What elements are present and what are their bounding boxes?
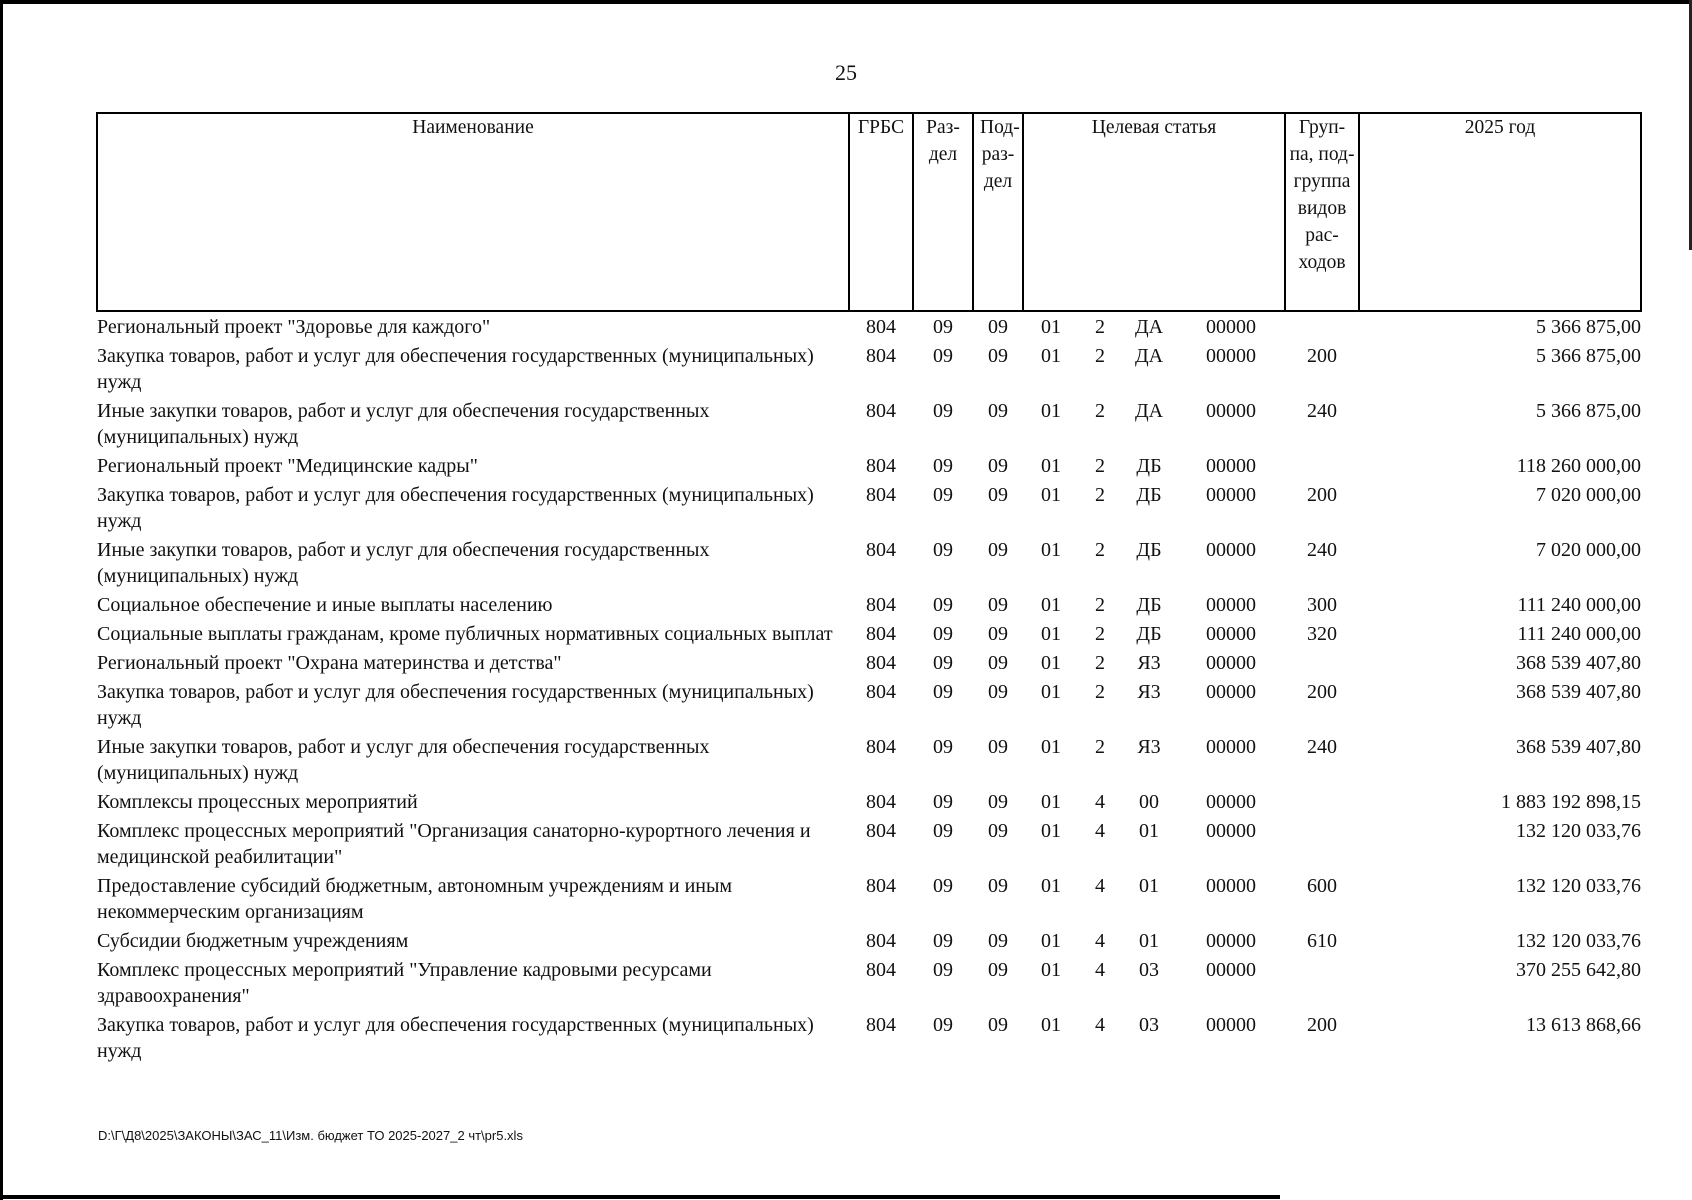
budget-table xyxy=(96,112,1642,1067)
cell-amount-2025: 13 613 868,66 xyxy=(1526,1014,1642,1036)
table-row xyxy=(97,679,1641,734)
header-razdel: Раз-дел xyxy=(913,113,973,311)
cell-amount-2025: 368 539 407,80 xyxy=(1516,681,1642,703)
cell-target-direction: 00000 xyxy=(1206,455,1257,477)
cell-expense-group: 600 xyxy=(1307,875,1338,897)
cell-target-program: 01 xyxy=(1041,484,1061,506)
cell-name: Социальные выплаты гражданам, кроме публичных нормативных социальных выплат xyxy=(97,623,833,645)
cell-target-direction: 00000 xyxy=(1206,345,1257,367)
cell-name: Закупка товаров, работ и услуг для обеспечения государственных (муниципальных) нужд xyxy=(97,1014,814,1062)
cell-grbs: 804 xyxy=(866,316,896,338)
table-body xyxy=(97,311,1641,1067)
cell-amount-2025: 132 120 033,76 xyxy=(1516,820,1642,842)
cell-expense-group: 200 xyxy=(1307,681,1338,703)
table-row xyxy=(97,453,1641,482)
cell-expense-group: 240 xyxy=(1307,736,1338,758)
cell-target-type: 2 xyxy=(1095,316,1105,338)
cell-target-program: 01 xyxy=(1041,791,1061,813)
cell-target-direction: 00000 xyxy=(1206,623,1257,645)
cell-target-code: ДБ xyxy=(1136,455,1162,477)
cell-name: Иные закупки товаров, работ и услуг для обеспечения государственных (муниципальных) нужд xyxy=(97,539,710,587)
header-podrazdel: Под-раз-дел xyxy=(973,113,1023,311)
cell-target-program: 01 xyxy=(1041,652,1061,674)
cell-expense-group xyxy=(1285,957,1359,1012)
cell-target-type: 2 xyxy=(1095,400,1105,422)
table-row xyxy=(97,311,1641,343)
cell-target-type: 4 xyxy=(1095,820,1105,842)
cell-expense-group: 320 xyxy=(1307,623,1338,645)
cell-target-direction: 00000 xyxy=(1206,959,1257,981)
cell-amount-2025: 368 539 407,80 xyxy=(1516,736,1642,758)
cell-target-program: 01 xyxy=(1041,316,1061,338)
cell-name: Субсидии бюджетным учреждениям xyxy=(97,930,409,952)
cell-expense-group xyxy=(1285,650,1359,679)
table-row xyxy=(97,873,1641,928)
cell-target-type: 4 xyxy=(1095,930,1105,952)
cell-target-direction: 00000 xyxy=(1206,681,1257,703)
cell-target-direction: 00000 xyxy=(1206,594,1257,616)
cell-expense-group xyxy=(1285,789,1359,818)
cell-podrazdel: 09 xyxy=(988,820,1008,842)
cell-target-program: 01 xyxy=(1041,623,1061,645)
table-row xyxy=(97,537,1641,592)
cell-name: Региональный проект "Медицинские кадры" xyxy=(97,455,478,477)
cell-podrazdel: 09 xyxy=(988,455,1008,477)
cell-target-type: 2 xyxy=(1095,736,1105,758)
cell-podrazdel: 09 xyxy=(988,875,1008,897)
cell-target-type: 4 xyxy=(1095,875,1105,897)
cell-name: Региональный проект "Здоровье для каждого" xyxy=(97,316,491,338)
cell-podrazdel: 09 xyxy=(988,594,1008,616)
cell-target-program: 01 xyxy=(1041,594,1061,616)
cell-razdel: 09 xyxy=(933,316,953,338)
cell-amount-2025: 370 255 642,80 xyxy=(1516,959,1642,981)
cell-podrazdel: 09 xyxy=(988,484,1008,506)
cell-name: Комплекс процессных мероприятий "Управление кадровыми ресурсами здравоохранения" xyxy=(97,959,712,1007)
footer-file-path: D:\Г\Д8\2025\ЗАКОНЫ\ЗАС_11\Изм. бюджет ТО 2025-2027_2 чт\pr5.xls xyxy=(98,1128,523,1143)
cell-target-code: 01 xyxy=(1139,820,1159,842)
cell-amount-2025: 7 020 000,00 xyxy=(1536,484,1642,506)
cell-target-code: Я3 xyxy=(1137,652,1161,674)
table-row xyxy=(97,621,1641,650)
cell-expense-group: 200 xyxy=(1307,484,1338,506)
cell-grbs: 804 xyxy=(866,930,896,952)
cell-grbs: 804 xyxy=(866,539,896,561)
cell-amount-2025: 5 366 875,00 xyxy=(1536,345,1642,367)
cell-target-direction: 00000 xyxy=(1206,736,1257,758)
cell-amount-2025: 111 240 000,00 xyxy=(1517,623,1642,645)
cell-grbs: 804 xyxy=(866,736,896,758)
cell-podrazdel: 09 xyxy=(988,623,1008,645)
cell-target-direction: 00000 xyxy=(1206,875,1257,897)
cell-target-code: 03 xyxy=(1139,1014,1159,1036)
header-target-article: Целевая статья xyxy=(1023,113,1285,311)
cell-name: Закупка товаров, работ и услуг для обеспечения государственных (муниципальных) нужд xyxy=(97,484,814,532)
cell-target-program: 01 xyxy=(1041,820,1061,842)
cell-target-code: Я3 xyxy=(1137,681,1161,703)
header-expense-group: Груп-па, под-группа видов рас-ходов xyxy=(1285,113,1359,311)
table-row xyxy=(97,789,1641,818)
cell-target-code: ДА xyxy=(1134,345,1164,367)
cell-grbs: 804 xyxy=(866,791,896,813)
cell-grbs: 804 xyxy=(866,652,896,674)
cell-razdel: 09 xyxy=(933,400,953,422)
cell-target-type: 2 xyxy=(1095,623,1105,645)
scan-border-bottom xyxy=(0,1195,1280,1199)
cell-grbs: 804 xyxy=(866,594,896,616)
cell-grbs: 804 xyxy=(866,484,896,506)
cell-name: Закупка товаров, работ и услуг для обеспечения государственных (муниципальных) нужд xyxy=(97,681,814,729)
cell-target-type: 2 xyxy=(1095,345,1105,367)
cell-target-program: 01 xyxy=(1041,345,1061,367)
cell-grbs: 804 xyxy=(866,1014,896,1036)
cell-target-type: 2 xyxy=(1095,681,1105,703)
cell-target-direction: 00000 xyxy=(1206,791,1257,813)
cell-grbs: 804 xyxy=(866,345,896,367)
cell-grbs: 804 xyxy=(866,681,896,703)
cell-razdel: 09 xyxy=(933,1014,953,1036)
cell-name: Предоставление субсидий бюджетным, автономным учреждениям и иным некоммерческим организациям xyxy=(97,875,733,923)
cell-target-type: 2 xyxy=(1095,652,1105,674)
cell-name: Комплекс процессных мероприятий "Организация санаторно-курортного лечения и медицинской реабилитации" xyxy=(97,820,811,868)
cell-expense-group xyxy=(1285,453,1359,482)
cell-target-type: 4 xyxy=(1095,791,1105,813)
cell-target-type: 2 xyxy=(1095,484,1105,506)
table-row xyxy=(97,592,1641,621)
cell-name: Региональный проект "Охрана материнства и детства" xyxy=(97,652,562,674)
cell-razdel: 09 xyxy=(933,484,953,506)
cell-target-type: 2 xyxy=(1095,455,1105,477)
cell-razdel: 09 xyxy=(933,820,953,842)
cell-razdel: 09 xyxy=(933,345,953,367)
cell-razdel: 09 xyxy=(933,736,953,758)
cell-razdel: 09 xyxy=(933,959,953,981)
table-row xyxy=(97,734,1641,789)
cell-grbs: 804 xyxy=(866,820,896,842)
cell-amount-2025: 111 240 000,00 xyxy=(1517,594,1642,616)
table-row xyxy=(97,928,1641,957)
cell-podrazdel: 09 xyxy=(988,316,1008,338)
table-row xyxy=(97,1012,1641,1067)
scan-border-top xyxy=(0,0,1692,4)
table-row xyxy=(97,650,1641,679)
cell-grbs: 804 xyxy=(866,400,896,422)
cell-target-code: 03 xyxy=(1139,959,1159,981)
cell-target-program: 01 xyxy=(1041,875,1061,897)
cell-name: Иные закупки товаров, работ и услуг для обеспечения государственных (муниципальных) нужд xyxy=(97,736,710,784)
page-number: 25 xyxy=(835,60,857,85)
cell-expense-group: 240 xyxy=(1307,400,1338,422)
cell-grbs: 804 xyxy=(866,623,896,645)
cell-podrazdel: 09 xyxy=(988,681,1008,703)
cell-target-program: 01 xyxy=(1041,455,1061,477)
cell-target-program: 01 xyxy=(1041,930,1061,952)
cell-target-type: 2 xyxy=(1095,594,1105,616)
cell-target-type: 2 xyxy=(1095,539,1105,561)
header-grbs: ГРБС xyxy=(849,113,913,311)
cell-target-code: ДБ xyxy=(1136,594,1162,616)
cell-name: Комплексы процессных мероприятий xyxy=(97,791,418,813)
cell-amount-2025: 368 539 407,80 xyxy=(1516,652,1642,674)
cell-podrazdel: 09 xyxy=(988,539,1008,561)
cell-target-program: 01 xyxy=(1041,681,1061,703)
cell-target-code: ДА xyxy=(1134,400,1164,422)
cell-name: Закупка товаров, работ и услуг для обеспечения государственных (муниципальных) нужд xyxy=(97,345,814,393)
cell-razdel: 09 xyxy=(933,681,953,703)
cell-target-direction: 00000 xyxy=(1206,484,1257,506)
cell-target-code: 00 xyxy=(1139,791,1159,813)
cell-razdel: 09 xyxy=(933,875,953,897)
cell-target-direction: 00000 xyxy=(1206,820,1257,842)
cell-target-direction: 00000 xyxy=(1206,400,1257,422)
cell-amount-2025: 118 260 000,00 xyxy=(1516,455,1642,477)
cell-name: Социальное обеспечение и иные выплаты населению xyxy=(97,594,553,616)
cell-podrazdel: 09 xyxy=(988,1014,1008,1036)
cell-grbs: 804 xyxy=(866,959,896,981)
cell-target-direction: 00000 xyxy=(1206,539,1257,561)
cell-target-program: 01 xyxy=(1041,400,1061,422)
header-year-2025: 2025 год xyxy=(1359,113,1641,311)
cell-podrazdel: 09 xyxy=(988,959,1008,981)
scan-border-left xyxy=(0,0,3,1200)
cell-target-code: ДА xyxy=(1134,316,1164,338)
cell-podrazdel: 09 xyxy=(988,652,1008,674)
cell-target-program: 01 xyxy=(1041,539,1061,561)
cell-target-code: ДБ xyxy=(1136,623,1162,645)
table-row xyxy=(97,957,1641,1012)
cell-podrazdel: 09 xyxy=(988,736,1008,758)
cell-podrazdel: 09 xyxy=(988,345,1008,367)
cell-target-direction: 00000 xyxy=(1206,316,1257,338)
cell-expense-group: 300 xyxy=(1307,594,1338,616)
cell-razdel: 09 xyxy=(933,930,953,952)
cell-target-program: 01 xyxy=(1041,959,1061,981)
cell-podrazdel: 09 xyxy=(988,400,1008,422)
cell-razdel: 09 xyxy=(933,539,953,561)
table-row xyxy=(97,343,1641,398)
cell-target-type: 4 xyxy=(1095,1014,1105,1036)
cell-razdel: 09 xyxy=(933,455,953,477)
cell-amount-2025: 132 120 033,76 xyxy=(1516,930,1642,952)
cell-expense-group: 240 xyxy=(1307,539,1338,561)
table-header xyxy=(97,113,1641,311)
cell-target-program: 01 xyxy=(1041,736,1061,758)
cell-target-code: 01 xyxy=(1139,930,1159,952)
cell-razdel: 09 xyxy=(933,623,953,645)
cell-target-type: 4 xyxy=(1095,959,1105,981)
cell-target-code: 01 xyxy=(1139,875,1159,897)
cell-name: Иные закупки товаров, работ и услуг для обеспечения государственных (муниципальных) нужд xyxy=(97,400,710,448)
cell-expense-group: 610 xyxy=(1307,930,1338,952)
cell-amount-2025: 1 883 192 898,15 xyxy=(1501,791,1642,813)
cell-target-code: ДБ xyxy=(1136,484,1162,506)
cell-target-code: ДБ xyxy=(1136,539,1162,561)
cell-target-direction: 00000 xyxy=(1206,930,1257,952)
cell-amount-2025: 132 120 033,76 xyxy=(1516,875,1642,897)
cell-expense-group: 200 xyxy=(1307,345,1338,367)
cell-podrazdel: 09 xyxy=(988,791,1008,813)
cell-expense-group xyxy=(1285,818,1359,873)
table-row xyxy=(97,482,1641,537)
cell-target-program: 01 xyxy=(1041,1014,1061,1036)
cell-podrazdel: 09 xyxy=(988,930,1008,952)
cell-expense-group xyxy=(1285,311,1359,343)
cell-target-direction: 00000 xyxy=(1206,1014,1257,1036)
table-row xyxy=(97,818,1641,873)
cell-target-direction: 00000 xyxy=(1206,652,1257,674)
cell-razdel: 09 xyxy=(933,652,953,674)
header-name: Наименование xyxy=(97,113,849,311)
cell-target-code: Я3 xyxy=(1137,736,1161,758)
table-row xyxy=(97,398,1641,453)
cell-razdel: 09 xyxy=(933,791,953,813)
cell-grbs: 804 xyxy=(866,455,896,477)
cell-amount-2025: 7 020 000,00 xyxy=(1536,539,1642,561)
cell-grbs: 804 xyxy=(866,875,896,897)
cell-razdel: 09 xyxy=(933,594,953,616)
cell-amount-2025: 5 366 875,00 xyxy=(1536,400,1642,422)
cell-amount-2025: 5 366 875,00 xyxy=(1536,316,1642,338)
cell-expense-group: 200 xyxy=(1307,1014,1338,1036)
